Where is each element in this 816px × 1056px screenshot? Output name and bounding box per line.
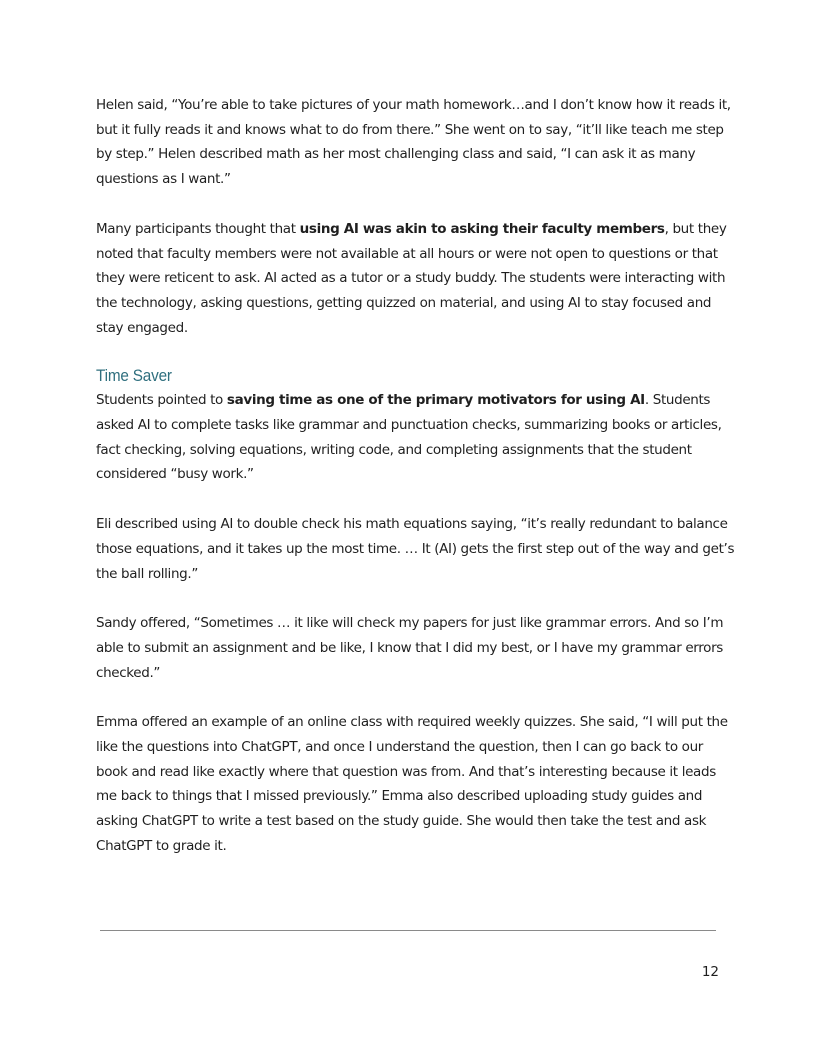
paragraph-helen: Helen said, “You’re able to take pictures of your math homework…and I don’t know how it reads it, but it fully reads it and knows what to do from there.” She went on to say, “it’ll like teach me step by step.” Helen described math as her most challenging class and said, “I can ask it as many questions as I want.” [96, 97, 731, 188]
paragraph-sandy: Sandy offered, “Sometimes … it like will check my papers for just like grammar errors. And so I’m able to submit an assignment and be like, I know that I did my best, or I have my grammar errors checked.” [96, 615, 724, 681]
paragraph-faculty-rest: , but they noted that faculty members were not available at all hours or were not open to questions or that they were reticent to ask. AI acted as a tutor or a study buddy. The students were interacting with the technology, asking questions, getting quizzed on material, and using AI to stay focused and stay engaged. [96, 220, 727, 336]
paragraph-time-saving-rest: . Students asked AI to complete tasks like grammar and punctuation checks, summarizing books or articles, fact checking, solving equations, writing code, and completing assignments that the student considered “busy work.” [96, 392, 722, 483]
paragraph-faculty [96, 217, 736, 341]
page-content [96, 93, 736, 884]
section-heading-time-saver: Time Saver [96, 366, 172, 386]
paragraph-emma: Emma offered an example of an online class with required weekly quizzes. She said, “I will put the like the questions into ChatGPT, and once I understand the question, then I can go back to our book and read like exactly where that question was from. And that’s interesting because it leads me back to things that I missed previously.” Emma also described uploading study guides and asking ChatGPT to write a test based on the study guide. She would then take the test and ask ChatGPT to grade it. [96, 714, 728, 854]
paragraph-time-saving [96, 388, 736, 487]
page-number: 12 [701, 964, 719, 980]
paragraph-eli: Eli described using AI to double check his math equations saying, “it’s really redundant to balance those equations, and it takes up the most time. … It (AI) gets the first step out of the way and get’s the ball rolling.” [96, 516, 735, 582]
paragraph-time-saving-lead: Students pointed to [96, 392, 227, 409]
footer-divider [100, 930, 716, 931]
paragraph-time-saving-emphasis: saving time as one of the primary motivators for using AI [226, 392, 645, 409]
paragraph-faculty-emphasis: using AI was akin to asking their faculty members [299, 220, 665, 237]
paragraph-faculty-lead: Many participants thought that [96, 220, 300, 237]
